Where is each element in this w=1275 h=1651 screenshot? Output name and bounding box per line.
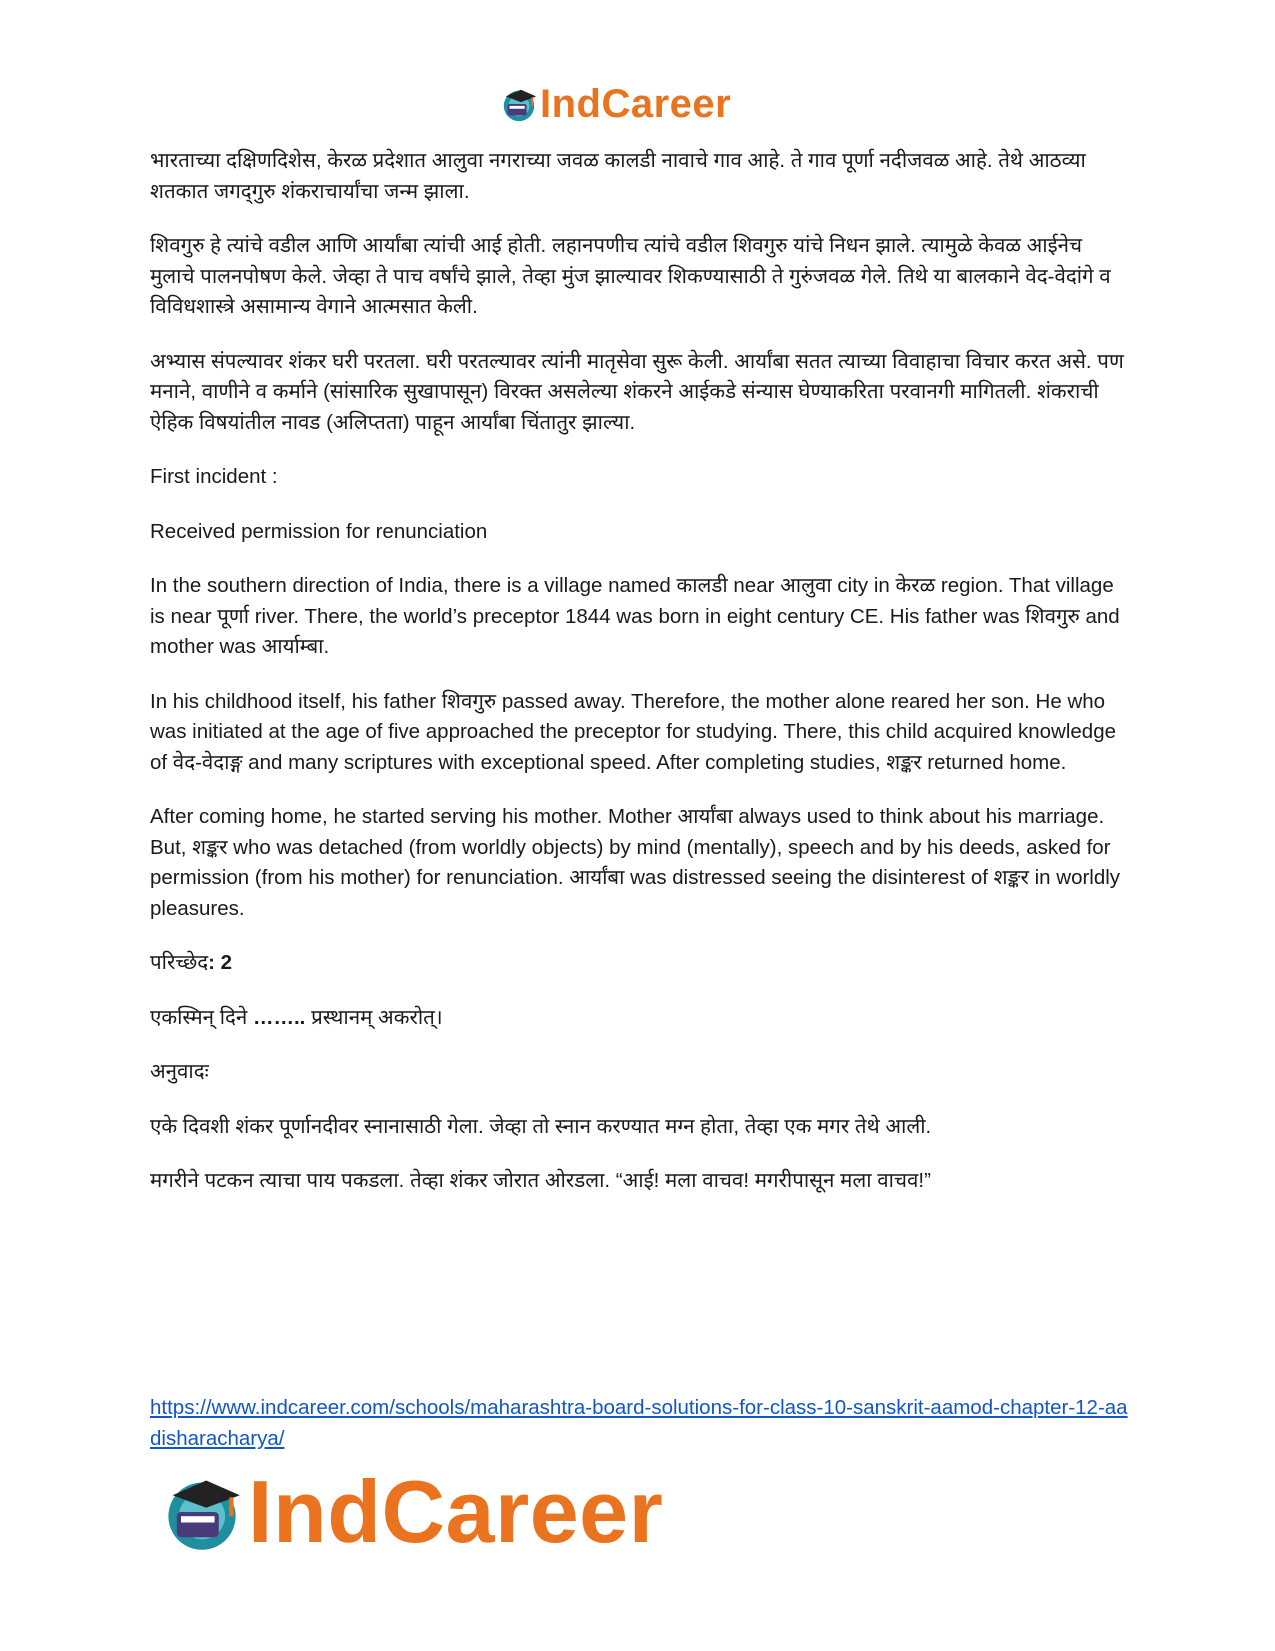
- document-body: [150, 146, 1125, 1221]
- paragraph-english-renunciation: After coming home, he started serving his mother. Mother आर्यांबा always used to think about his marriage. But, शङ्कर who was detached (from worldly objects) by mind (mentally), speech and by his deeds, asked for permission (from his mother) for renunciation. आर्यांबा was distressed seeing the disinterest of शङ्कर in worldly pleasures.: [150, 805, 1121, 920]
- paragraph-renunciation-request: अभ्यास संपल्यावर शंकर घरी परतला. घरी परतल्यावर त्यांनी मातृसेवा सुरू केली. आर्यांबा सतत त्याच्या विवाहाचा विचार करत असे. पण मनाने, वाणीने व कर्माने (सांसारिक सुखापासून) विरक्त असलेल्या शंकरने आईकडे संन्यास घेण्याकरिता परवानगी मागितली. शंकराची ऐहिक विषयांतील नावड (अलिप्तता) पाहून आर्यांबा चिंतातुर झाल्या.: [150, 349, 1124, 434]
- incident-subheading: Received permission for renunciation: [150, 519, 488, 543]
- incident-heading: First incident :: [150, 465, 278, 488]
- paragraph-father-mother: शिवगुरु हे त्यांचे वडील आणि आर्यांबा त्यांची आई होती. लहानपणीच त्यांचे वडील शिवगुरु यांचे निधन झाले. त्यामुळे केवळ आईनेच मुलाचे पालनपोषण केले. जेव्हा ते पाच वर्षांचे झाले, तेव्हा मुंज झाल्यावर शिकण्यासाठी ते गुरुंजवळ गेले. तिथे या बालकाने वेद-वेदांगे व विविधशास्त्रे असामान्य वेगाने आत्मसात केली.: [150, 234, 1111, 318]
- section-number: : 2: [208, 951, 233, 974]
- section-heading-paragraph-2: [150, 948, 1125, 979]
- footer-logo: [160, 1462, 700, 1562]
- paragraph-english-childhood: In his childhood itself, his father शिवगुरु passed away. Therefore, the mother alone reared her son. He who was initiated at the age of five approached the preceptor for studying. There, this child acquired knowledge of वेद-वेदाङ्ग and many scriptures with exceptional speed. After completing studies, शङ्कर returned home.: [150, 689, 1116, 774]
- excerpt-end: प्रस्थानम् अकरोत्।: [311, 1005, 443, 1029]
- header-logo: [500, 80, 770, 128]
- paragraph-english-village: In the southern direction of India, there is a village named कालडी near आलुवा city in केरळ region. That village is near पूर्णा river. There, the world’s preceptor 1844 was born in eight century CE. His father was शिवगुरु and mother was आर्याम्बा.: [150, 574, 1120, 658]
- paragraph-translation-river: एके दिवशी शंकर पूर्णानदीवर स्नानासाठी गेला. जेव्हा तो स्नान करण्यात मग्न होता, तेव्हा एक मगर तेथे आली.: [150, 1114, 932, 1138]
- sanskrit-excerpt: [150, 1003, 1125, 1034]
- translation-label: अनुवादः: [150, 1060, 209, 1083]
- excerpt-start: एकस्मिन् दिने: [150, 1005, 248, 1029]
- source-url-link[interactable]: https://www.indcareer.com/schools/maharashtra-board-solutions-for-class-10-sanskrit-aamod-chapter-12-aadisharacharya/: [150, 1396, 1128, 1450]
- graduation-cap-globe-icon: [160, 1470, 244, 1554]
- section-label: परिच्छेद: [150, 951, 209, 974]
- footer-logo-text: IndCareer: [248, 1462, 664, 1561]
- header-logo-text: IndCareer: [540, 82, 732, 126]
- graduation-cap-globe-icon: [500, 85, 538, 123]
- excerpt-ellipsis: ……..: [247, 1005, 312, 1029]
- paragraph-translation-crocodile: मगरीने पटकन त्याचा पाय पकडला. तेव्हा शंकर जोरात ओरडला. “आई! मला वाचव! मगरीपासून मला वाचव!”: [150, 1169, 931, 1192]
- paragraph-intro: भारताच्या दक्षिणदिशेस, केरळ प्रदेशात आलुवा नगराच्या जवळ कालडी नावाचे गाव आहे. ते गाव पूर्णा नदीजवळ आहे. तेथे आठव्या शतकात जगद्‌गुरु शंकराचार्यांचा जन्म झाला.: [150, 149, 1086, 203]
